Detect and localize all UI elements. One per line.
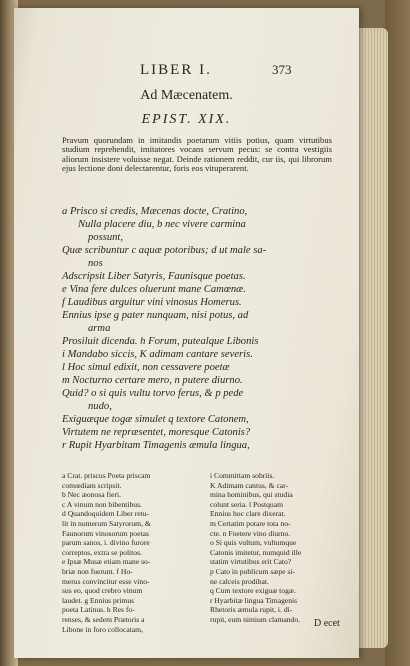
footnote-line: sus eo, quod crebro vinum: [62, 586, 143, 596]
footnotes-right-column: [210, 471, 345, 625]
verse-line: Nulla placere diu, b nec vivere carmina: [78, 219, 246, 230]
running-head: [14, 62, 359, 82]
verse-line: f Laudibus arguitur vini vinosus Homerus.: [62, 297, 242, 308]
verse-line: r Rupit Hyarbitam Timagenis æmula lingua,: [62, 440, 250, 451]
verse-block: [62, 205, 352, 452]
footnote-line: briæ non fuerunt. f Ho-: [62, 566, 133, 576]
footnotes-left-column: [62, 471, 197, 634]
footnote-line: colunt seria. l Postquam: [210, 499, 283, 509]
footnote-line: Rhetoris æmula rupit, i. di-: [210, 605, 293, 615]
footnote-line: p Cato in publicum sæpe si-: [210, 566, 296, 576]
footnote-line: cte. n Foetere vino diurno.: [210, 528, 291, 538]
footnote-line: Libone in foro collocatam,: [62, 624, 143, 634]
footnote-line: Ennius hoc clare dixerat.: [210, 509, 286, 519]
footnote-line: mina hominibus, qui studia: [210, 490, 293, 500]
addressee-heading: Ad Mæcenatem.: [140, 88, 233, 103]
verse-line: Ennius ipse g pater nunquam, nisi potus, ad: [62, 310, 249, 321]
verse-line: i Mandabo siccis, K adimam cantare severis.: [62, 349, 253, 360]
catchword: D ecet: [314, 618, 340, 629]
footnote-line: comœdiam scripsit.: [62, 480, 122, 490]
footnote-line: correptos, extra se politos.: [62, 547, 142, 557]
verse-line: Virtutem ne repræsentet, moresque Catonis?: [62, 427, 251, 438]
epistle-heading: EPIST. XIX.: [141, 112, 232, 127]
argument-text: Pravum quorundam in imitandis poetarum vitiis potius, quam virtutibus studium reprehendit, imitatores vocans servum pecus: se contra vestigiis aliorum insistere voluisse negat. Deinde rationem reddit, cur iis, qui librorum ejus lectione doni delectarentur, foris eos vituperarent.: [62, 135, 332, 174]
book-page: [14, 8, 359, 658]
verse-line: l Hoc simul edixit, non cessavere poetæ: [62, 362, 230, 373]
footnote-line: lit in numerum Satyrorum, &: [62, 518, 151, 528]
footnote-line: i Committam sobriis.: [210, 471, 275, 480]
footnote-line: K Adimam cantus, & car-: [210, 480, 289, 490]
footnote-line: ne calceis prodibat.: [210, 576, 269, 586]
footnote-line: statim virtutibus erit Cato?: [210, 557, 292, 567]
footnote-line: laudet. g Ennius primus: [62, 595, 135, 605]
footnote-line: m Certatim potare tota no-: [210, 518, 291, 528]
footnote-line: renses, & sedem Prætoris a: [62, 614, 145, 624]
verse-line: nudo,: [88, 401, 112, 412]
footnote-line: r Hyarbitæ lingua Timagenis: [210, 595, 298, 605]
verse-line: Exiguæque togæ simulet q textore Catonem,: [62, 414, 249, 425]
footnote-line: Faunorum vinosorum poetas: [62, 528, 149, 538]
verse-line: nos: [88, 258, 103, 269]
footnote-line: merus convincitur esse vino-: [62, 576, 150, 586]
verse-line: Quæ scribuntur c aquæ potoribus; d ut male sa-: [62, 245, 267, 256]
verse-line: e Vina fere dulces oluerunt mane Camœnæ.: [62, 284, 246, 295]
page-number: 373: [272, 62, 292, 77]
footnote-line: d Quandoquidem Liber retu-: [62, 509, 150, 519]
verse-line: Prosiluit dicenda. h Forum, putealque Libonis: [62, 336, 259, 347]
verse-line: Quid? o si quis vultu torvo ferus, & p pede: [62, 388, 244, 399]
verse-line: m Nocturno certare mero, n putere diurno.: [62, 375, 243, 386]
footnote-line: b Nec æonosa fieri.: [62, 490, 122, 500]
verse-line: possunt,: [88, 232, 124, 243]
book-cover-edge: [385, 0, 410, 666]
running-title: LIBER I.: [140, 62, 212, 78]
footnote-line: c A vinum non bibentibus.: [62, 499, 142, 509]
footnote-line: e Ipsæ Musæ etiam mane so-: [62, 557, 151, 567]
footnote-line: Catonis imitetur, numquid ille: [210, 547, 302, 557]
verse-line: arma: [88, 323, 111, 334]
footnote-line: parum sanos, i. divino furore: [62, 538, 150, 548]
verse-line: a Prisco si credis, Mæcenas docte, Cratino,: [62, 206, 248, 217]
footnote-line: q Cum textore exiguæ togæ.: [210, 586, 296, 596]
footnote-line: poeta Latinus. h Res fo-: [62, 605, 135, 615]
footnote-line: o Si quis vultum, vultumque: [210, 538, 297, 548]
footnote-line: rupit, eum nimium clamando.: [210, 614, 301, 624]
verse-line: Adscripsit Liber Satyris, Faunisque poetas.: [62, 271, 246, 282]
footnote-line: a Crat. priscus Poeta priscam: [62, 471, 151, 480]
